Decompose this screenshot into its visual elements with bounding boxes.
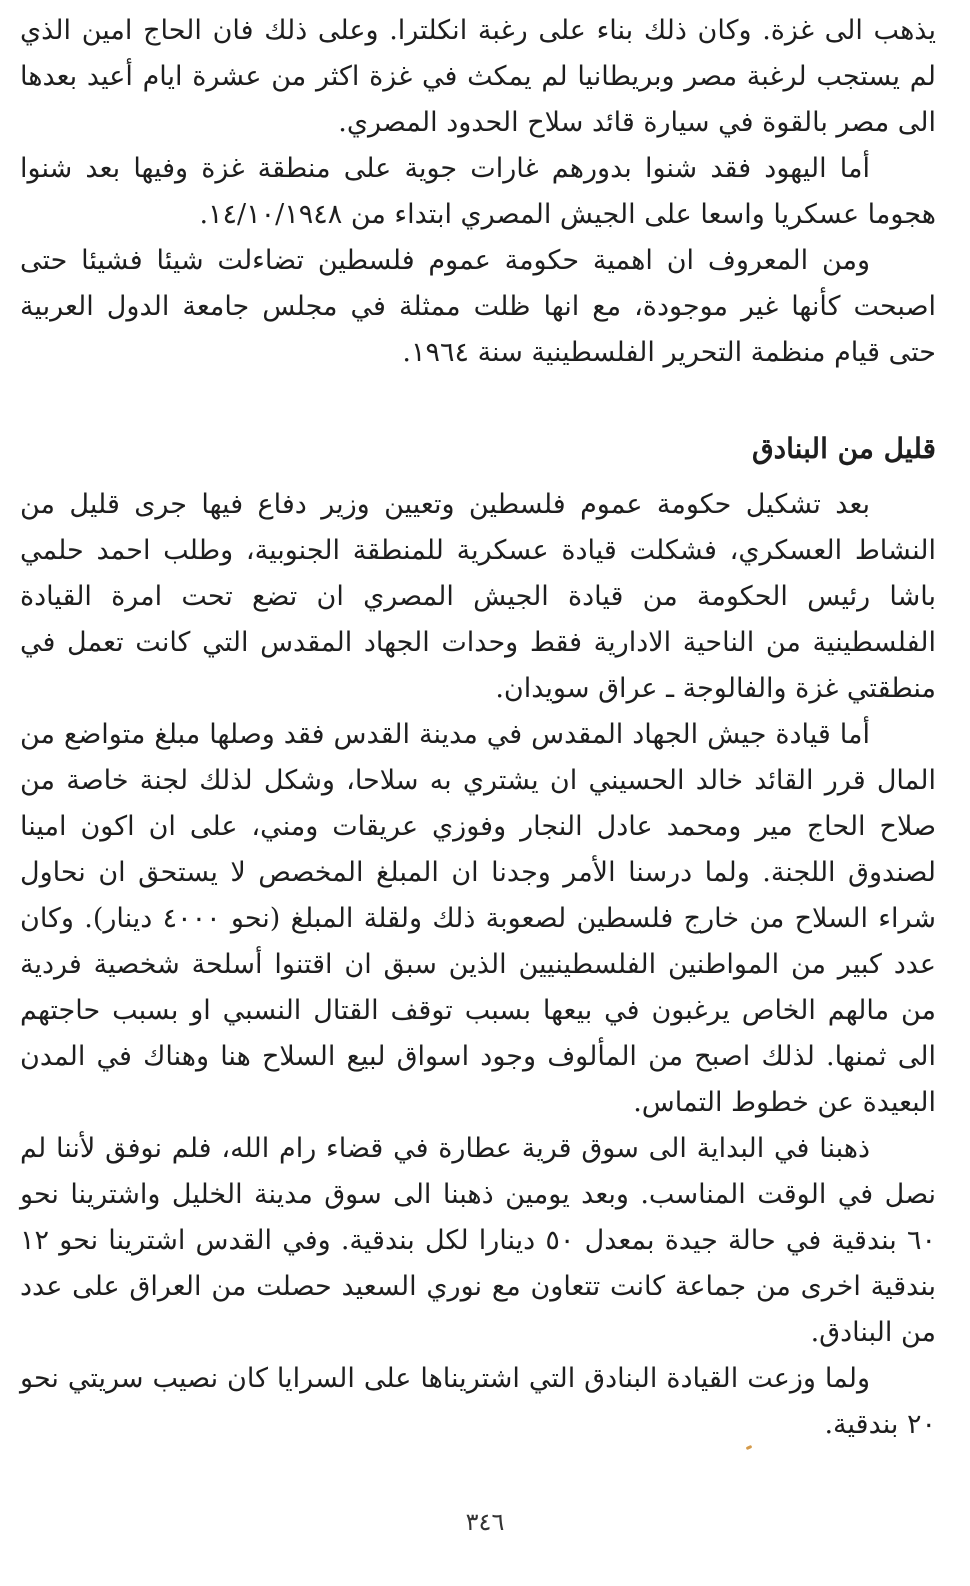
section-paragraph-1: بعد تشكيل حكومة عموم فلسطين وتعيين وزير دفاع فيها جرى قليل من النشاط العسكري، فشكلت قيادة عسكرية للمنطقة الجنوبية، وطلب احمد حلمي باشا رئيس الحكومة من قيادة الجيش المصري ان تضع تحت امرة القيادة الفلسطينية من الناحية الادارية فقط وحدات الجهاد المقدس التي كانت تعمل في منطقتي غزة والفالوجة ـ عراق سويدان. (20, 489, 936, 704)
paragraph-2: أما اليهود فقد شنوا بدورهم غارات جوية على منطقة غزة وفيها بعد شنوا هجوما عسكريا واسعا على الجيش المصري ابتداء من ١٤/١٠/١٩٤٨. (20, 153, 936, 230)
section-paragraph-4: ولما وزعت القيادة البنادق التي اشتريناها على السرايا كان نصيب سريتي نحو ٢٠ بندقية. (20, 1363, 936, 1440)
section-paragraph-2: أما قيادة جيش الجهاد المقدس في مدينة القدس فقد وصلها مبلغ متواضع من المال قرر القائد خالد الحسيني ان يشتري به سلاحا، وشكل لذلك لجنة خاصة من صلاح الحاج مير ومحمد عادل النجار وفوزي عريقات ومني، على ان اكون امينا لصندوق اللجنة. ولما درسنا الأمر وجدنا ان المبلغ المخصص لا يستحق ان نحاول شراء السلاح من خارج فلسطين لصعوبة ذلك ولقلة المبلغ (نحو ٤٠٠٠ دينار). وكان عدد كبير من المواطنين الفلسطينيين الذين سبق ان اقتنوا أسلحة شخصية فردية من مالهم الخاص يرغبون في بيعها بسبب توقف القتال النسبي او بسبب حاجتهم الى ثمنها. لذلك اصبح من المألوف وجود اسواق لبيع السلاح هنا وهناك في المدن البعيدة عن خطوط التماس. (20, 719, 936, 1118)
page-body (20, 8, 936, 1448)
paragraph-1: يذهب الى غزة. وكان ذلك بناء على رغبة انكلترا. وعلى ذلك فان الحاج امين الذي لم يستجب لرغبة مصر وبريطانيا لم يمكث في غزة اكثر من عشرة ايام أعيد بعدها الى مصر بالقوة في سيارة قائد سلاح الحدود المصري. (20, 15, 936, 138)
heading-spacer (20, 472, 936, 482)
section-paragraph-3: ذهبنا في البداية الى سوق قرية عطارة في قضاء رام الله، فلم نوفق لأننا لم نصل في الوقت المناسب. وبعد يومين ذهبنا الى سوق مدينة الخليل واشترينا نحو ٦٠ بندقية في حالة جيدة بمعدل ٥٠ دينارا لكل بندقية. وفي القدس اشترينا نحو ١٢ بندقية اخرى من جماعة كانت تتعاون مع نوري السعيد حصلت من العراق على عدد من البنادق. (20, 1133, 936, 1348)
ink-speck (746, 1445, 753, 1450)
paragraph-3: ومن المعروف ان اهمية حكومة عموم فلسطين تضاءلت شيئا فشيئا حتى اصبحت كأنها غير موجودة، مع انها ظلت ممثلة في مجلس جامعة الدول العربية حتى قيام منظمة التحرير الفلسطينية سنة ١٩٦٤. (20, 245, 936, 368)
section-heading: قليل من البنادق (751, 432, 936, 465)
section-spacer (20, 376, 936, 426)
page-number: ٣٤٦ (465, 1508, 505, 1536)
